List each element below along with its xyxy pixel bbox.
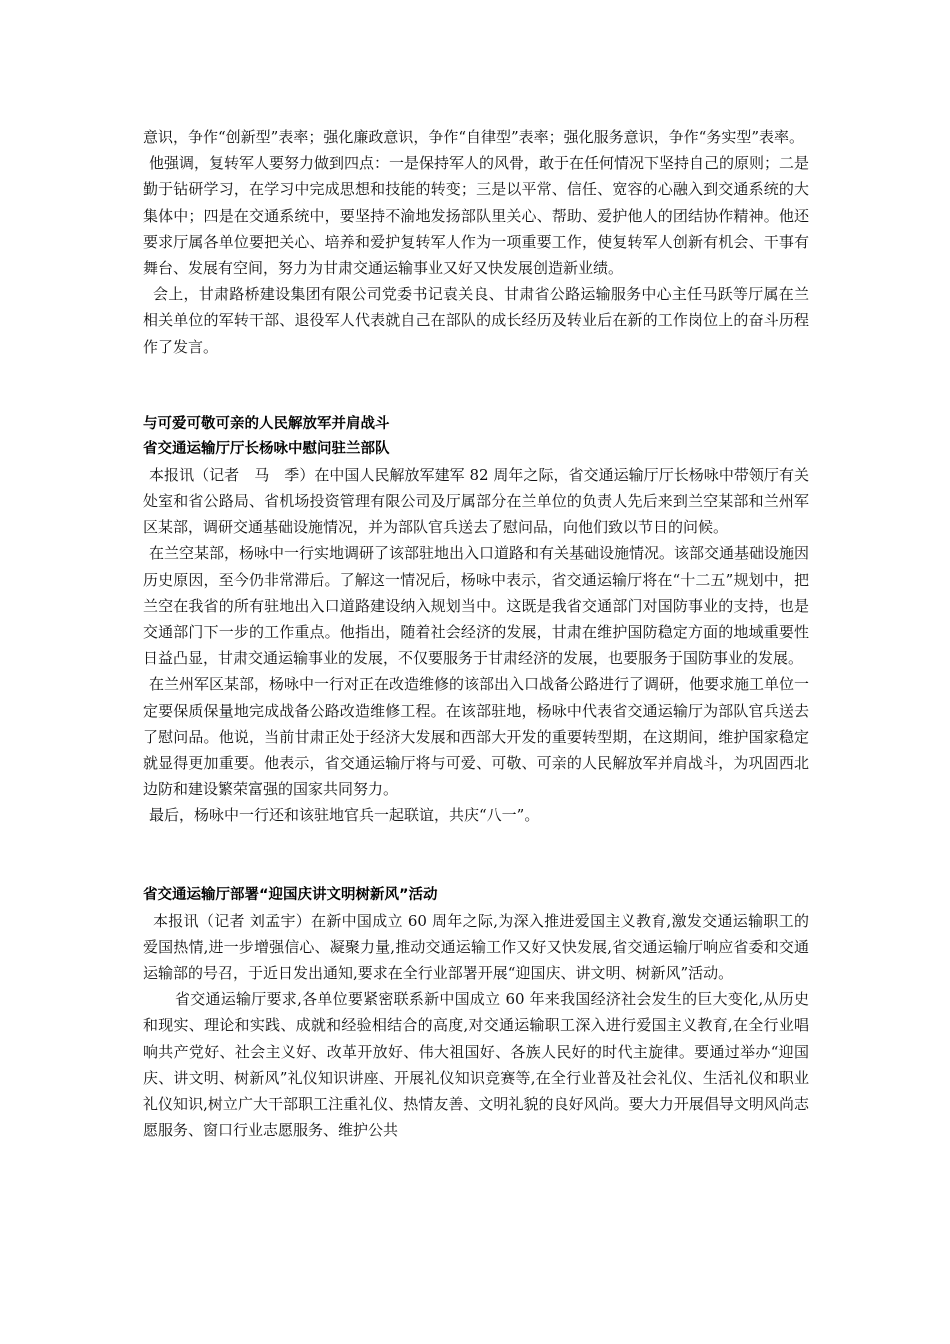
section-spacer [143, 829, 809, 883]
article-title: 与可爱可敬可亲的人民解放军并肩战斗 [143, 415, 390, 432]
section-spacer [143, 360, 809, 412]
paragraph: 意识，争作“创新型”表率；强化廉政意识，争作“自律型”表率；强化服务意识，争作“务实型”表率。 [143, 128, 805, 146]
paragraph: 会上，甘肃路桥建设集团有限公司党委书记袁关良、甘肃省公路运输服务中心主任马跃等厅属在兰相关单位的军转干部、退役军人代表就自己在部队的成长经历及转业后在新的工作岗位上的奋斗历程作了发言。 [143, 285, 809, 356]
article-subtitle: 省交通运输厅厅长杨咏中慰问驻兰部队 [143, 440, 390, 457]
paragraph: 在兰州军区某部，杨咏中一行对正在改造维修的该部出入口战备公路进行了调研，他要求施工单位一定要保质保量地完成战备公路改造维修工程。在该部驻地，杨咏中代表省交通运输厅为部队官兵送去了慰问品。他说，当前甘肃正处于经济大发展和西部大开发的重要转型期，在这期间，维护国家稳定就显得更加重要。他表示，省交通运输厅将与可爱、可敬、可亲的人民解放军并肩战斗，为巩固西北边防和建设繁荣富强的国家共同努力。 [143, 675, 810, 799]
paragraph: 本报讯（记者 马 季）在中国人民解放军建军 82 周年之际，省交通运输厅厅长杨咏中带领厅有关处室和省公路局、省机场投资管理有限公司及厅属部分在兰单位的负责人先后来到兰空某部和兰州军区某部，调研交通基础设施情况，并为部队官兵送去了慰问品，向他们致以节日的问候。 [143, 465, 809, 537]
paragraph: 他强调，复转军人要努力做到四点：一是保持军人的风骨，敢于在任何情况下坚持自己的原则；二是勤于钻研学习，在学习中完成思想和技能的转变；三是以平常、信任、宽容的心融入到交通系统的大集体中；四是在交通系统中，要坚持不渝地发扬部队里关心、帮助、爱护他人的团结协作精神。他还要求厅属各单位要把关心、培养和爱护复转军人作为一项重要工作，使复转军人创新有机会、干事有舞台、发展有空间，努力为甘肃交通运输事业又好又快发展创造新业绩。 [143, 154, 810, 278]
paragraph: 省交通运输厅要求,各单位要紧密联系新中国成立 60 年来我国经济社会发生的巨大变化,从历史和现实、理论和实践、成就和经验相结合的高度,对交通运输职工深入进行爱国主义教育,在全行业唱响共产党好、社会主义好、改革开放好、伟大祖国好、各族人民好的时代主旋律。要通过举办“迎国庆、讲文明、树新风”礼仪知识讲座、开展礼仪知识竞赛等,在全行业普及社会礼仪、生活礼仪和职业礼仪知识,树立广大干部职工注重礼仪、热情友善、文明礼貌的良好风尚。要大力开展倡导文明风尚志愿服务、窗口行业志愿服务、维护公共 [143, 990, 809, 1140]
paragraph: 最后，杨咏中一行还和该驻地官兵一起联谊，共庆“八一”。 [149, 806, 540, 825]
paragraph: 在兰空某部，杨咏中一行实地调研了该部驻地出入口道路和有关基础设施情况。该部交通基础设施因历史原因，至今仍非常滞后。了解这一情况后，杨咏中表示，省交通运输厅将在“十二五”规划中，把兰空在我省的所有驻地出入口道路建设纳入规划当中。这既是我省交通部门对国防事业的支持，也是交通部门下一步的工作重点。他指出，随着社会经济的发展，甘肃在维护国防稳定方面的地域重要性日益凸显，甘肃交通运输事业的发展，不仅要服务于甘肃经济的发展，也要服务于国防事业的发展。 [143, 544, 810, 668]
document-page [143, 124, 809, 1144]
paragraph: 本报讯（记者 刘孟宇）在新中国成立 60 周年之际,为深入推进爱国主义教育,激发交通运输职工的爱国热情,进一步增强信心、凝聚力量,推动交通运输工作又好又快发展,省交通运输厅响应省委和交通运输部的号召，于近日发出通知,要求在全行业部署开展“迎国庆、讲文明、树新风”活动。 [143, 911, 809, 983]
article-title: 省交通运输厅部署“迎国庆讲文明树新风”活动 [143, 886, 438, 903]
